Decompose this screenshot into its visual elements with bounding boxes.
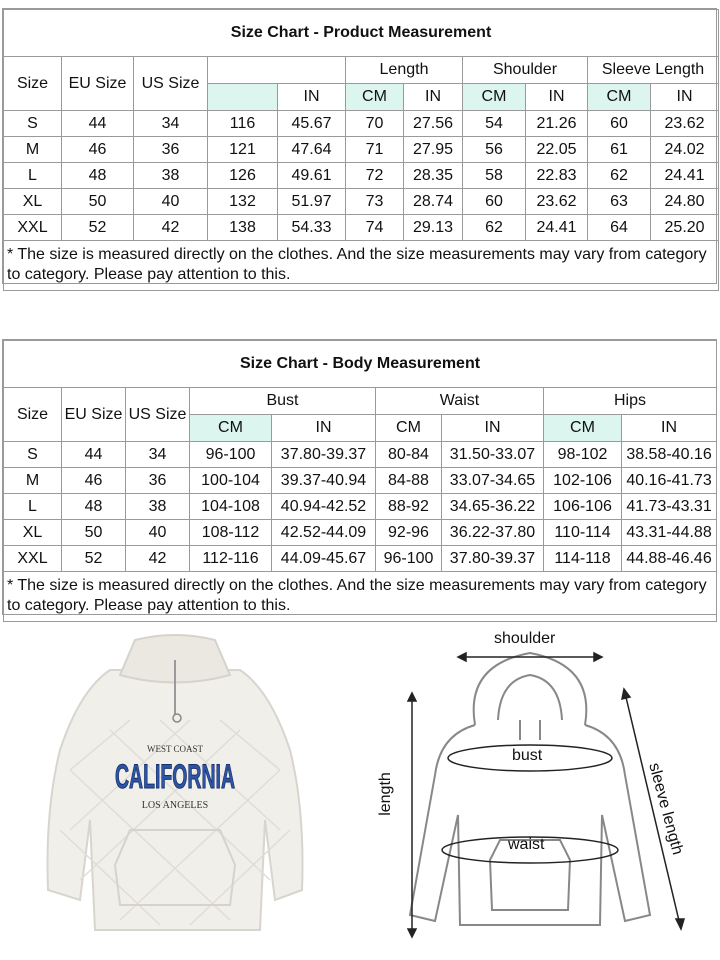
body-cell: 48 [62,494,126,520]
product-size-table [3,9,719,291]
product-cell: 24.02 [651,137,719,163]
product-cell: 62 [463,215,526,241]
body-cell: 102-106 [544,468,622,494]
product-row [4,111,719,137]
body-cell: 36.22-37.80 [442,520,544,546]
body-cell: 110-114 [544,520,622,546]
product-cell: 51.97 [278,189,346,215]
header-chest-cm [208,84,278,111]
product-cell: 74 [346,215,404,241]
header-hips-cm: CM [544,415,622,442]
body-cell: 38 [126,494,190,520]
bust-label: bust [512,747,543,764]
body-cell: 44.88-46.46 [622,546,717,572]
header-shoulder: Shoulder [463,57,588,84]
header-sleeve-cm: CM [588,84,651,111]
product-cell: 54.33 [278,215,346,241]
length-label: length [376,772,394,816]
body-row [4,520,717,546]
product-cell: 22.05 [526,137,588,163]
product-cell: 126 [208,163,278,189]
body-cell: 44 [62,442,126,468]
product-cell: 28.74 [404,189,463,215]
product-cell: M [4,137,62,163]
product-cell: 23.62 [651,111,719,137]
body-cell: 42 [126,546,190,572]
product-chart-title: Size Chart - Product Measurement [4,10,719,57]
header-sleeve-in: IN [651,84,719,111]
header-us-size: US Size [126,388,190,442]
body-cell: M [4,468,62,494]
body-cell: 46 [62,468,126,494]
body-cell: 37.80-39.37 [442,546,544,572]
body-cell: 44.09-45.67 [272,546,376,572]
body-row [4,468,717,494]
print-top-text: WEST COAST [146,744,204,754]
body-cell: 37.80-39.37 [272,442,376,468]
body-cell: 108-112 [190,520,272,546]
body-cell: 33.07-34.65 [442,468,544,494]
header-size: Size [4,388,62,442]
header-shoulder-in: IN [526,84,588,111]
product-cell: 24.80 [651,189,719,215]
product-cell: 73 [346,189,404,215]
product-cell: 42 [134,215,208,241]
product-cell: 71 [346,137,404,163]
product-cell: 22.83 [526,163,588,189]
header-hips: Hips [544,388,717,415]
body-size-table [3,340,717,622]
body-row [4,546,717,572]
body-cell: XXL [4,546,62,572]
body-cell: 41.73-43.31 [622,494,717,520]
body-cell: L [4,494,62,520]
product-cell: XL [4,189,62,215]
product-row [4,215,719,241]
product-cell: 58 [463,163,526,189]
product-cell: 47.64 [278,137,346,163]
product-cell: 138 [208,215,278,241]
waist-label: waist [508,836,545,853]
header-shoulder-cm: CM [463,84,526,111]
product-cell: 46 [62,137,134,163]
body-cell: 34 [126,442,190,468]
body-cell: 40.94-42.52 [272,494,376,520]
measurement-diagram [376,625,715,950]
product-cell: 36 [134,137,208,163]
product-row [4,137,719,163]
product-row [4,189,719,215]
product-cell: 24.41 [526,215,588,241]
header-size: Size [4,57,62,111]
product-cell: 121 [208,137,278,163]
header-sleeve-length: Sleeve Length [588,57,719,84]
product-chart-note: * The size is measured directly on the clothes. And the size measurements may vary from category to category. Please pay attention to this. [4,241,719,291]
header-chest-in: IN [278,84,346,111]
product-cell: 52 [62,215,134,241]
header-hips-in: IN [622,415,717,442]
body-cell: 42.52-44.09 [272,520,376,546]
product-cell: 24.41 [651,163,719,189]
body-cell: 106-106 [544,494,622,520]
header-eu-size: EU Size [62,57,134,111]
product-cell: 60 [463,189,526,215]
print-bottom-text: LOS ANGELES [141,800,209,811]
body-chart-title: Size Chart - Body Measurement [4,341,717,388]
product-cell: 27.95 [404,137,463,163]
header-length-in: IN [404,84,463,111]
product-cell: 21.26 [526,111,588,137]
header-length: Length [346,57,463,84]
body-cell: 43.31-44.88 [622,520,717,546]
product-cell: 44 [62,111,134,137]
body-cell: 114-118 [544,546,622,572]
product-rows [4,111,719,241]
product-cell: 64 [588,215,651,241]
body-measurement-chart [2,339,717,615]
product-cell: 25.20 [651,215,719,241]
product-cell: 28.35 [404,163,463,189]
product-cell: L [4,163,62,189]
header-bust: Bust [190,388,376,415]
body-cell: 84-88 [376,468,442,494]
product-cell: 54 [463,111,526,137]
body-cell: 39.37-40.94 [272,468,376,494]
product-cell: XXL [4,215,62,241]
product-cell: 29.13 [404,215,463,241]
product-measurement-chart [2,8,717,284]
body-cell: 96-100 [190,442,272,468]
header-waist-cm: CM [376,415,442,442]
product-cell: 132 [208,189,278,215]
product-cell: 72 [346,163,404,189]
body-cell: 112-116 [190,546,272,572]
body-cell: XL [4,520,62,546]
body-cell: 104-108 [190,494,272,520]
product-cell: 56 [463,137,526,163]
body-cell: 40.16-41.73 [622,468,717,494]
product-cell: 62 [588,163,651,189]
header-length-cm: CM [346,84,404,111]
header-chest-group [208,57,346,84]
product-cell: 70 [346,111,404,137]
product-cell: 116 [208,111,278,137]
body-cell: 98-102 [544,442,622,468]
product-cell: 61 [588,137,651,163]
product-cell: 38 [134,163,208,189]
header-us-size: US Size [134,57,208,111]
header-eu-size: EU Size [62,388,126,442]
product-cell: 50 [62,189,134,215]
product-cell: 63 [588,189,651,215]
header-waist-in: IN [442,415,544,442]
hoodie-product-photo [40,630,310,940]
body-cell: 36 [126,468,190,494]
sleeve-length-label: sleeve length [645,761,687,857]
product-cell: S [4,111,62,137]
product-cell: 34 [134,111,208,137]
body-cell: 88-92 [376,494,442,520]
body-row [4,442,717,468]
body-cell: 31.50-33.07 [442,442,544,468]
product-cell: 45.67 [278,111,346,137]
body-cell: 52 [62,546,126,572]
shoulder-label: shoulder [494,630,556,647]
product-cell: 49.61 [278,163,346,189]
body-cell: S [4,442,62,468]
header-bust-in: IN [272,415,376,442]
body-chart-note: * The size is measured directly on the clothes. And the size measurements may vary from category to category. Please pay attention to this. [4,572,717,622]
body-cell: 34.65-36.22 [442,494,544,520]
product-cell: 23.62 [526,189,588,215]
body-cell: 38.58-40.16 [622,442,717,468]
product-cell: 60 [588,111,651,137]
print-main-text: CALIFORNIA [115,758,235,796]
product-row [4,163,719,189]
product-cell: 40 [134,189,208,215]
body-cell: 92-96 [376,520,442,546]
body-cell: 40 [126,520,190,546]
body-cell: 50 [62,520,126,546]
body-cell: 96-100 [376,546,442,572]
header-waist: Waist [376,388,544,415]
header-bust-cm: CM [190,415,272,442]
body-row [4,494,717,520]
product-cell: 27.56 [404,111,463,137]
body-cell: 100-104 [190,468,272,494]
product-cell: 48 [62,163,134,189]
body-cell: 80-84 [376,442,442,468]
body-rows [4,442,717,572]
